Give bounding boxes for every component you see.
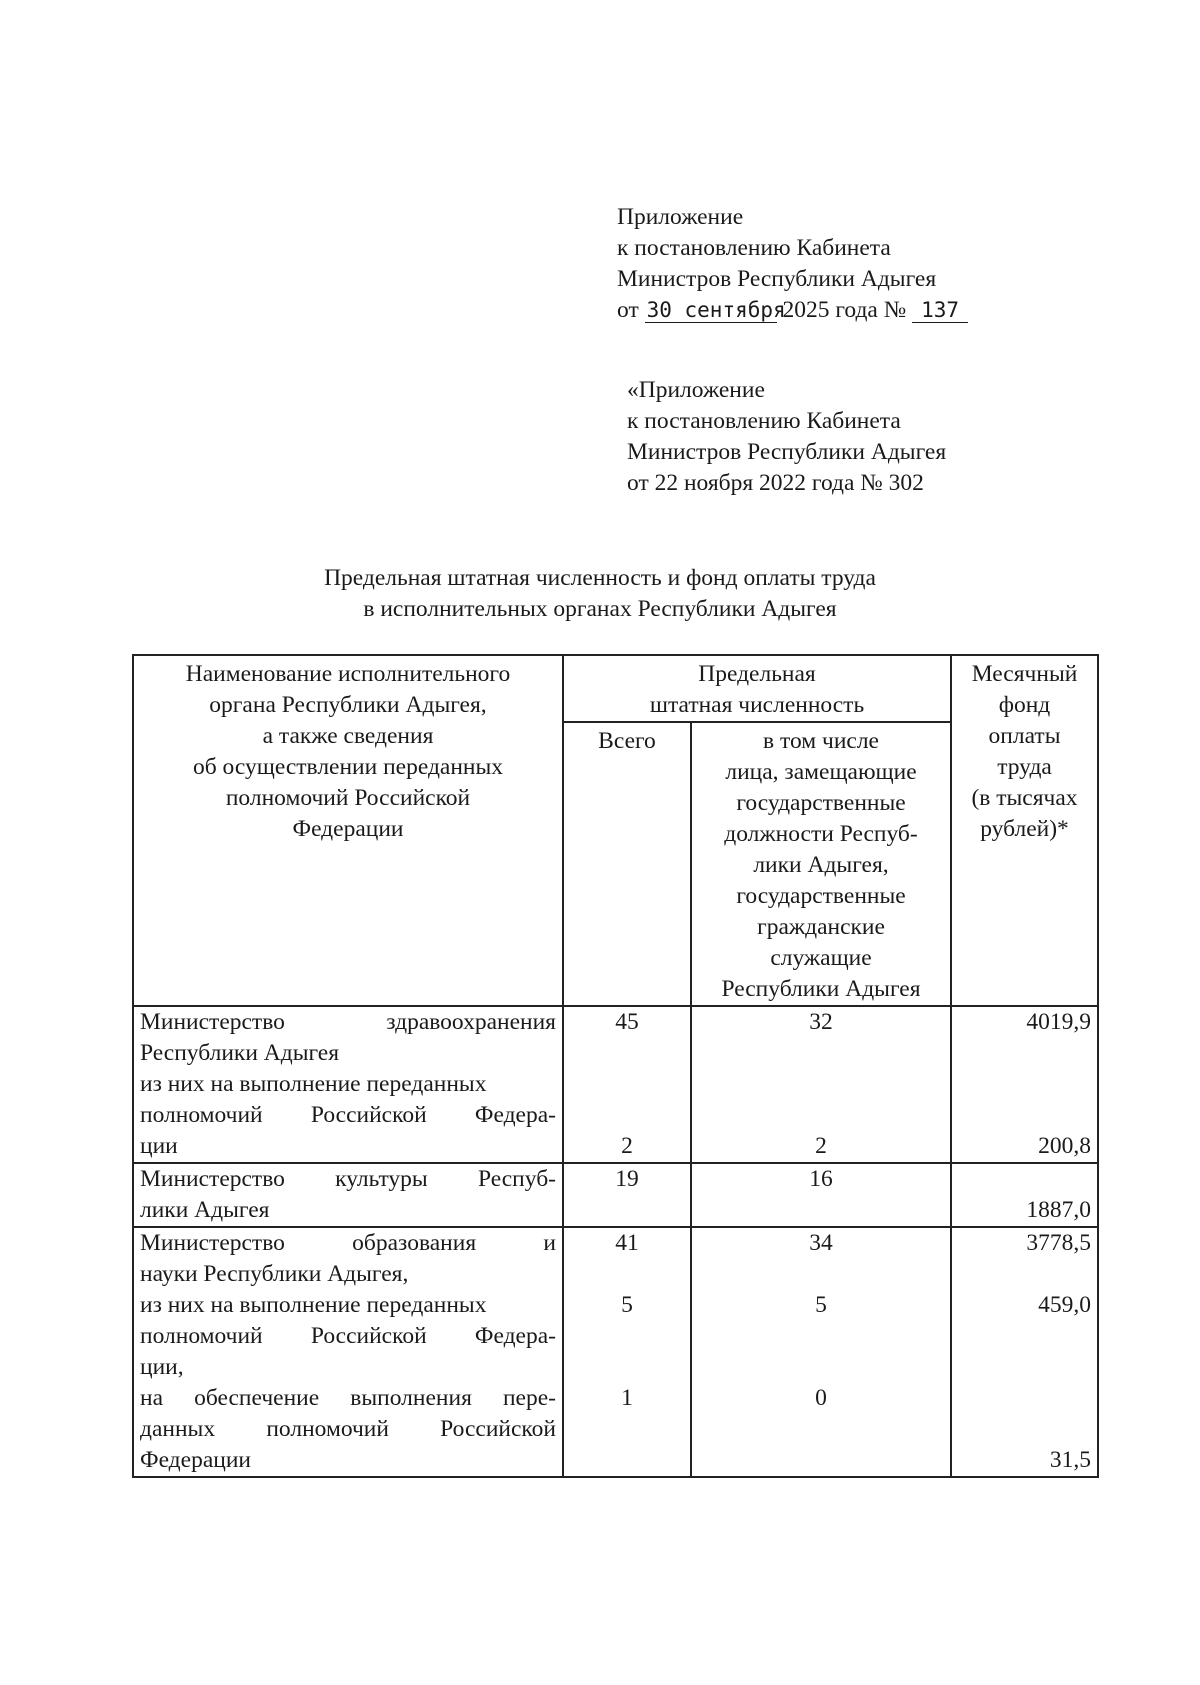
- handwritten-date: 30 сентября: [646, 298, 786, 322]
- name-line: науки Республики Адыгея,: [140, 1261, 409, 1287]
- total-value: 2: [621, 1133, 633, 1159]
- appendix-header-new: [617, 202, 968, 326]
- header-incl-line: гражданские: [757, 914, 885, 940]
- fund-value: 4019,9: [1026, 1009, 1092, 1035]
- name-line: лики Адыгея: [140, 1197, 270, 1223]
- word: Федера-: [474, 1102, 556, 1128]
- word: Российской: [310, 1323, 427, 1349]
- word: полномочий: [266, 1416, 389, 1442]
- word: выполнения: [350, 1385, 472, 1411]
- name-line: [140, 1164, 556, 1195]
- staff-table: [132, 654, 1099, 1478]
- row-name: [133, 1006, 563, 1163]
- handwritten-number: 137: [912, 298, 968, 323]
- word: на: [140, 1385, 164, 1411]
- header-row-1: [133, 655, 1098, 722]
- name-line: из них на выполнение переданных: [140, 1292, 487, 1318]
- total-value: 45: [615, 1009, 639, 1035]
- header-fund-line: (в тысячах: [971, 785, 1078, 811]
- word: данных: [140, 1416, 216, 1442]
- fund-value: 459,0: [1038, 1292, 1092, 1318]
- name-line: [140, 1228, 556, 1259]
- header-name-line: а также сведения: [262, 723, 434, 749]
- header-fund-line: труда: [997, 754, 1052, 780]
- incl-value: 2: [815, 1133, 827, 1159]
- title-line-1: Предельная штатная численность и фонд оплаты труда: [324, 565, 876, 591]
- fund-value: 31,5: [1049, 1447, 1092, 1473]
- header-fund: [951, 655, 1098, 1006]
- row-incl: [691, 1006, 951, 1163]
- word: Федера-: [474, 1323, 556, 1349]
- row-name: [133, 1163, 563, 1227]
- fund-value: 200,8: [1038, 1133, 1092, 1159]
- name-line: Республики Адыгея: [140, 1040, 340, 1066]
- old-appendix-line-3: Министров Республики Адыгея: [627, 439, 947, 465]
- appendix-header-old: [627, 375, 946, 499]
- appendix-line-3: Министров Республики Адыгея: [617, 266, 937, 292]
- header-incl-line: служащие: [770, 945, 872, 971]
- row-fund: [951, 1006, 1098, 1163]
- header-incl-line: Республики Адыгея: [721, 976, 921, 1002]
- table-row: [133, 1163, 1098, 1227]
- date-prefix: от: [617, 297, 639, 323]
- name-line: ции: [140, 1133, 178, 1159]
- row-total: [563, 1227, 691, 1477]
- header-fund-line: фонд: [998, 692, 1051, 718]
- row-fund: [951, 1227, 1098, 1477]
- fund-value: 1887,0: [1026, 1197, 1092, 1223]
- row-total: [563, 1006, 691, 1163]
- header-incl-line: должности Респуб-: [724, 821, 918, 847]
- header-incl-line: лица, замещающие: [725, 759, 917, 785]
- word: пере-: [502, 1385, 556, 1411]
- row-fund: [951, 1163, 1098, 1227]
- incl-value: 5: [815, 1292, 827, 1318]
- header-staff-group: [563, 655, 951, 722]
- header-fund-line: оплаты: [988, 723, 1061, 749]
- header-incl-line: государственные: [736, 883, 906, 909]
- header-group-line: штатная численность: [649, 692, 865, 718]
- name-line: из них на выполнение переданных: [140, 1071, 487, 1097]
- name-line: [140, 1007, 556, 1038]
- total-value: 41: [615, 1230, 639, 1256]
- word: и: [543, 1230, 556, 1256]
- table-row: [133, 1006, 1098, 1163]
- incl-value: 32: [809, 1009, 833, 1035]
- header-incl-line: в том числе: [763, 728, 879, 754]
- fund-value: 3778,5: [1026, 1230, 1092, 1256]
- word: Министерство: [140, 1009, 285, 1035]
- word: Российской: [440, 1416, 556, 1442]
- document-title: [0, 563, 1200, 625]
- header-incl: [691, 722, 951, 1006]
- word: полномочий: [140, 1102, 263, 1128]
- word: Министерство: [140, 1166, 285, 1192]
- name-line: [140, 1414, 556, 1445]
- word: Министерство: [140, 1230, 285, 1256]
- name-line: ции,: [140, 1354, 184, 1380]
- header-fund-line: рублей)*: [980, 816, 1069, 842]
- word: полномочий: [140, 1323, 263, 1349]
- total-value: 5: [621, 1292, 633, 1318]
- name-line: [140, 1383, 556, 1414]
- word: обеспечение: [194, 1385, 320, 1411]
- header-name-line: об осуществлении переданных: [192, 754, 504, 780]
- header-name: [133, 655, 563, 1006]
- row-total: [563, 1163, 691, 1227]
- header-total-label: Всего: [598, 728, 656, 754]
- header-group-line: Предельная: [698, 661, 816, 687]
- word: образования: [352, 1230, 477, 1256]
- header-total: [563, 722, 691, 1006]
- word: культуры: [335, 1166, 428, 1192]
- header-name-line: органа Республики Адыгея,: [209, 692, 487, 718]
- word: здравоохранения: [386, 1009, 556, 1035]
- header-incl-line: лики Адыгея,: [753, 852, 889, 878]
- old-appendix-line-2: к постановлению Кабинета: [627, 408, 901, 434]
- header-name-line: полномочий Российской: [225, 785, 471, 811]
- header-name-line: Наименование исполнительного: [185, 661, 511, 687]
- header-incl-line: государственные: [736, 790, 906, 816]
- table-row: [133, 1227, 1098, 1477]
- header-name-line: Федерации: [292, 816, 404, 842]
- old-appendix-line-4: от 22 ноября 2022 года № 302: [627, 470, 924, 496]
- appendix-line-1: Приложение: [617, 204, 744, 230]
- appendix-date-line: [617, 295, 968, 326]
- row-incl: [691, 1227, 951, 1477]
- name-line: [140, 1321, 556, 1352]
- appendix-line-2: к постановлению Кабинета: [617, 235, 891, 261]
- title-line-2: в исполнительных органах Республики Адыгея: [363, 596, 837, 622]
- row-name: [133, 1227, 563, 1477]
- word: Российской: [310, 1102, 427, 1128]
- word: Респуб-: [477, 1166, 556, 1192]
- incl-value: 16: [809, 1166, 833, 1192]
- total-value: 1: [621, 1385, 633, 1411]
- row-incl: [691, 1163, 951, 1227]
- old-appendix-line-1: «Приложение: [627, 377, 765, 403]
- name-line: [140, 1100, 556, 1131]
- name-line: Федерации: [140, 1447, 251, 1473]
- header-fund-line: Месячный: [971, 661, 1078, 687]
- incl-value: 34: [809, 1230, 833, 1256]
- date-suffix: 2025 года №: [782, 297, 907, 323]
- total-value: 19: [615, 1166, 639, 1192]
- incl-value: 0: [815, 1385, 827, 1411]
